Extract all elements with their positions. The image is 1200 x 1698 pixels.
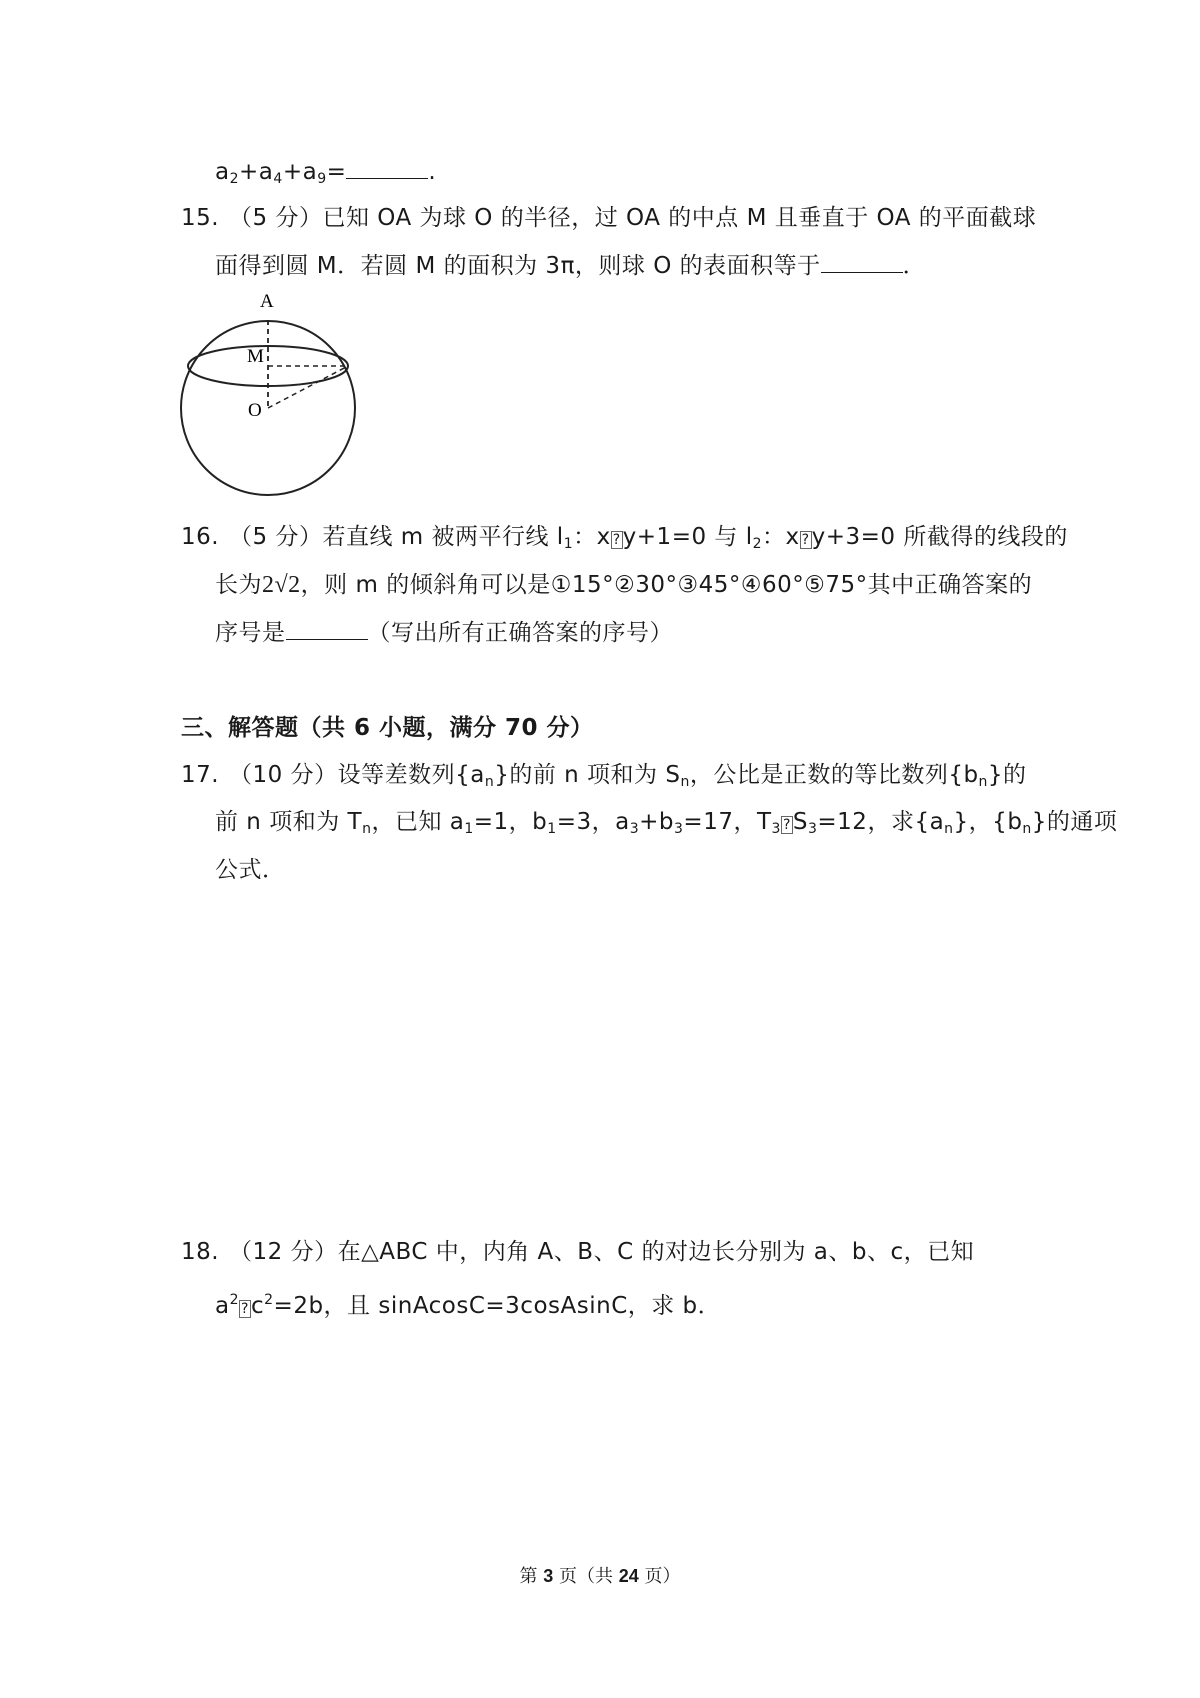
q17-line2	[215, 807, 1117, 844]
section-heading: 三、解答题（共 6 小题，满分 70 分）	[181, 715, 594, 741]
q16-line2	[215, 570, 1032, 600]
answer-blank	[821, 250, 903, 273]
page-number: 3	[543, 1566, 554, 1586]
text: }，{b	[953, 809, 1023, 835]
q17-line1	[181, 760, 1027, 797]
missing-glyph: ?	[782, 817, 791, 833]
text: 页（共	[553, 1566, 619, 1587]
q17-line3: 公式．	[215, 857, 286, 883]
text: ，公比是正数的等比数列{b	[689, 762, 979, 788]
text: y+3=0 所截得的线段的	[811, 524, 1068, 550]
question-text: 面得到圆 M．若圆 M 的面积为 3π，则球 O 的表面积等于	[215, 253, 821, 279]
text: =12，求{a	[817, 809, 945, 835]
question-text: （12 分）在△ABC 中，内角 A、B、C 的对边长分别为 a、b、c，已知	[229, 1239, 975, 1265]
prev-question-tail	[215, 156, 436, 194]
subscript: n	[680, 774, 690, 790]
subscript: n	[1022, 821, 1032, 837]
label-o: O	[248, 400, 262, 421]
text: （10 分）设等差数列{a	[229, 762, 485, 788]
subscript: n	[484, 774, 495, 790]
text: c	[250, 1293, 265, 1319]
answer-blank	[286, 617, 368, 640]
total-pages: 24	[618, 1566, 639, 1586]
missing-glyph: ?	[801, 532, 810, 548]
label-a: A	[260, 291, 274, 312]
subscript: n	[944, 821, 954, 837]
question-number: 15.	[181, 205, 220, 231]
math-expression: 2√2	[262, 572, 301, 598]
sphere-radius	[268, 366, 348, 408]
text: 页）	[638, 1566, 681, 1587]
text: }的通项	[1031, 809, 1118, 835]
text: .	[428, 159, 437, 185]
superscript: 2	[264, 1292, 274, 1308]
subscript: 1	[547, 821, 557, 837]
text: 第	[519, 1566, 544, 1587]
subscript: 3	[674, 821, 684, 837]
text: （写出所有正确答案的序号）	[367, 620, 673, 646]
text: =3，a	[556, 809, 630, 835]
text: S	[792, 809, 808, 835]
text: =1，b	[473, 809, 548, 835]
text: 长为	[215, 572, 262, 598]
sphere-figure	[175, 290, 375, 500]
q18-line2	[215, 1285, 721, 1324]
subscript: 2	[229, 171, 240, 187]
text: +a	[282, 159, 318, 185]
subscript: 2	[752, 536, 763, 552]
q16-line1	[181, 522, 1068, 559]
text: a	[215, 159, 230, 185]
text: 序号是	[215, 620, 286, 646]
q15-line2	[215, 250, 926, 281]
text: }的前 n 项和为 S	[494, 762, 681, 788]
subscript: 3	[629, 821, 640, 837]
text: }的	[987, 762, 1027, 788]
q16-line3	[215, 617, 673, 648]
text: 前 n 项和为 T	[215, 809, 363, 835]
text: ．	[902, 253, 927, 279]
page-footer	[0, 1562, 1200, 1588]
subscript: n	[978, 774, 988, 790]
text: ，已知 a	[371, 809, 465, 835]
text: +b	[639, 809, 674, 835]
missing-glyph: ?	[612, 532, 621, 548]
label-m: M	[247, 346, 264, 367]
subscript: n	[362, 821, 372, 837]
question-number: 16.	[181, 524, 220, 550]
text: =	[326, 159, 347, 185]
subscript: 1	[464, 821, 474, 837]
subscript: 1	[563, 536, 574, 552]
answer-blank	[346, 156, 428, 179]
subscript: 3	[807, 821, 818, 837]
missing-glyph: ?	[241, 1301, 249, 1317]
text: a	[215, 1293, 230, 1319]
q18-line1	[181, 1237, 974, 1267]
subscript: 9	[317, 171, 327, 187]
q15-line1	[181, 203, 1036, 233]
subscript: 4	[273, 171, 283, 187]
superscript: 2	[229, 1292, 240, 1308]
text: +a	[239, 159, 274, 185]
text: =2b，且 sinAcosC=3cosAsinC，求 b．	[273, 1293, 722, 1319]
question-number: 18.	[181, 1239, 220, 1265]
question-text: （5 分）已知 OA 为球 O 的半径，过 OA 的中点 M 且垂直于 OA 的平面截球	[229, 205, 1037, 231]
text: ：x	[573, 524, 611, 550]
text: ，则 m 的倾斜角可以是①15°②30°③45°④60°⑤75°其中正确答案的	[300, 572, 1033, 598]
text: ：x	[762, 524, 800, 550]
question-number: 17.	[181, 762, 220, 788]
text: y+1=0 与 l	[622, 524, 753, 550]
subscript: 3	[771, 821, 781, 837]
text: （5 分）若直线 m 被两平行线 l	[229, 524, 564, 550]
text: =17，T	[683, 809, 772, 835]
